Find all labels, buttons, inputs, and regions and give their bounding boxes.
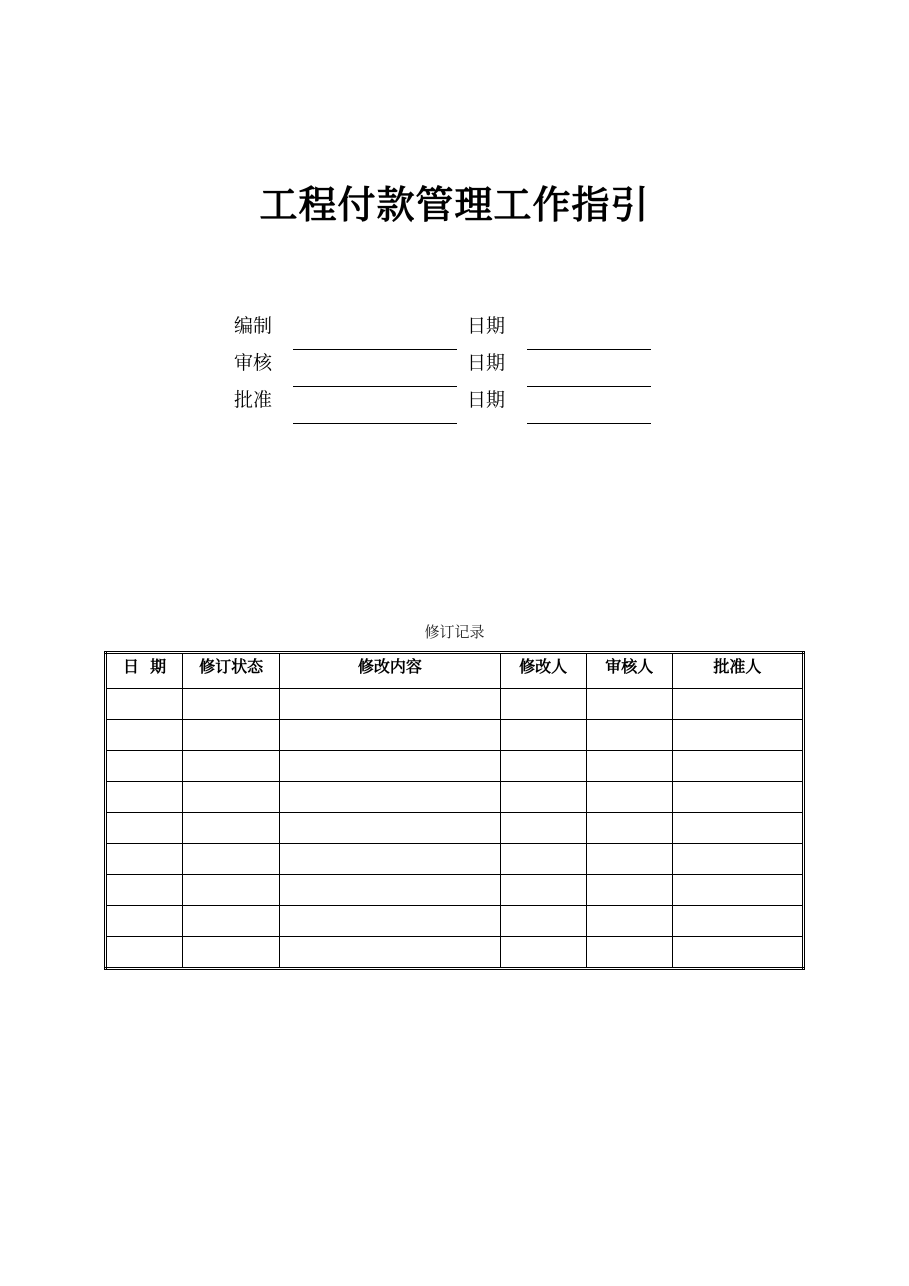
table-row [106, 751, 804, 782]
table-cell [280, 844, 500, 875]
table-cell [280, 875, 500, 906]
table-cell [500, 906, 586, 937]
table-cell [183, 813, 280, 844]
table-cell [183, 751, 280, 782]
table-cell [586, 782, 672, 813]
table-cell [586, 875, 672, 906]
table-cell [672, 813, 803, 844]
table-row [106, 813, 804, 844]
signoff-role-label: 批准 [234, 389, 273, 411]
table-cell [672, 782, 803, 813]
table-row [106, 689, 804, 720]
table-cell [280, 751, 500, 782]
signoff-signature-line [293, 423, 457, 424]
signoff-date-label: 日期 [467, 315, 506, 337]
signoff-row-reviewed [0, 351, 909, 388]
table-cell [500, 937, 586, 969]
column-header-modified-by: 修改人 [500, 653, 586, 689]
signoff-row-approved [0, 388, 909, 425]
table-cell [183, 689, 280, 720]
revision-record-caption: 修订记录 [424, 623, 485, 641]
table-cell [106, 689, 183, 720]
table-cell [672, 937, 803, 969]
table-cell [183, 875, 280, 906]
table-row [106, 875, 804, 906]
table-cell [280, 720, 500, 751]
table-cell [672, 751, 803, 782]
table-cell [500, 720, 586, 751]
table-cell [183, 782, 280, 813]
table-cell [183, 937, 280, 969]
table-cell [183, 844, 280, 875]
table-cell [672, 689, 803, 720]
document-title: 工程付款管理工作指引 [259, 182, 650, 227]
signoff-date-line [527, 423, 651, 424]
table-cell [586, 906, 672, 937]
table-cell [500, 844, 586, 875]
table-cell [280, 937, 500, 969]
table-cell [500, 813, 586, 844]
table-cell [672, 906, 803, 937]
column-header-revision-status: 修订状态 [183, 653, 280, 689]
table-cell [672, 844, 803, 875]
table-cell [183, 906, 280, 937]
table-row [106, 906, 804, 937]
signoff-date-line [527, 349, 651, 350]
table-cell [586, 844, 672, 875]
column-header-change-content: 修改内容 [280, 653, 500, 689]
signoff-date-label: 日期 [467, 389, 506, 411]
table-row [106, 937, 804, 969]
table-cell [106, 875, 183, 906]
table-cell [280, 906, 500, 937]
table-cell [500, 751, 586, 782]
revision-record-table [104, 651, 805, 970]
signoff-role-label: 审核 [234, 352, 273, 374]
table-cell [106, 937, 183, 969]
table-cell [586, 689, 672, 720]
signoff-signature-line [293, 349, 457, 350]
column-header-reviewed-by: 审核人 [586, 653, 672, 689]
table-cell [106, 813, 183, 844]
table-cell [280, 813, 500, 844]
table-cell [183, 720, 280, 751]
table-cell [106, 844, 183, 875]
table-cell [586, 720, 672, 751]
table-cell [586, 937, 672, 969]
table-cell [500, 782, 586, 813]
table-cell [500, 875, 586, 906]
table-header-row [106, 653, 804, 689]
table-row [106, 720, 804, 751]
table-cell [672, 720, 803, 751]
table-cell [280, 689, 500, 720]
table-cell [586, 813, 672, 844]
signoff-row-compiled [0, 314, 909, 351]
table-row [106, 844, 804, 875]
table-cell [672, 875, 803, 906]
table-cell [106, 906, 183, 937]
table-cell [586, 751, 672, 782]
column-header-approved-by: 批准人 [672, 653, 803, 689]
signoff-date-label: 日期 [467, 352, 506, 374]
column-header-date: 日 期 [106, 653, 183, 689]
table-row [106, 782, 804, 813]
signoff-signature-line [293, 386, 457, 387]
revision-record-body [106, 689, 804, 969]
table-cell [106, 782, 183, 813]
table-cell [106, 751, 183, 782]
signoff-role-label: 编制 [234, 315, 273, 337]
table-cell [280, 782, 500, 813]
table-cell [106, 720, 183, 751]
signoff-date-line [527, 386, 651, 387]
table-cell [500, 689, 586, 720]
